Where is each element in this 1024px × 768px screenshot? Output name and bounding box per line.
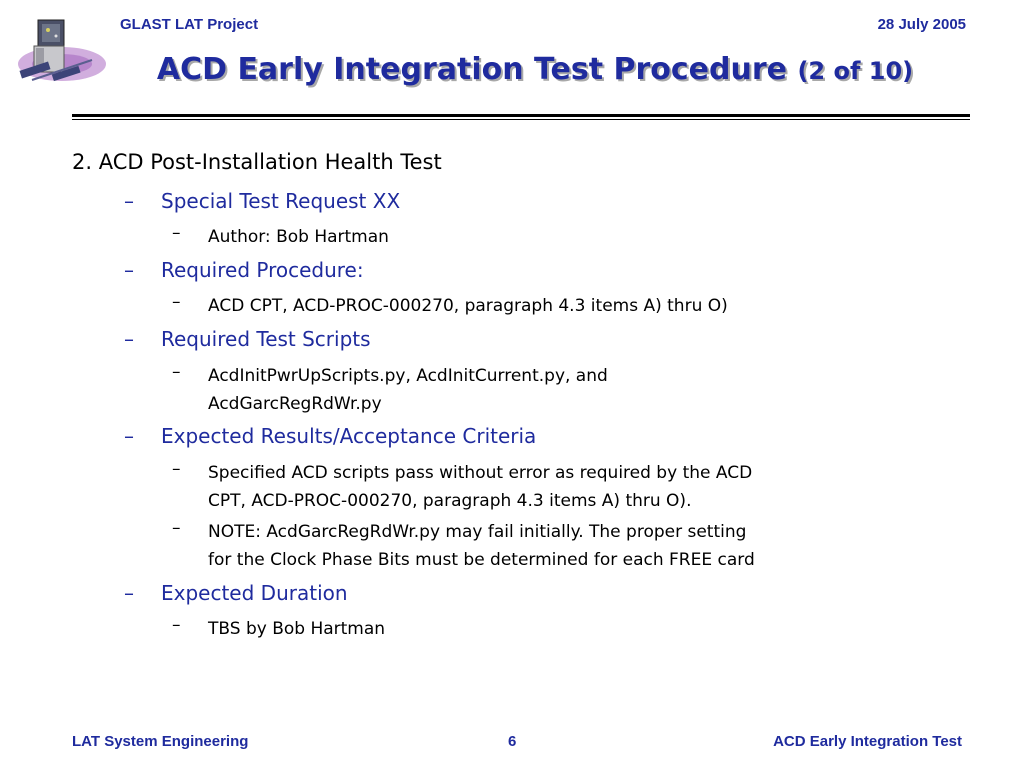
bullet-line: AcdGarcRegRdWr.py (208, 394, 382, 414)
page-number: 6 (508, 733, 517, 750)
glast-satellite-logo (12, 14, 108, 94)
bullet-line: ACD CPT, ACD-PROC-000270, paragraph 4.3 items A) thru O) (208, 296, 728, 316)
sub-heading: Expected Duration (161, 581, 348, 605)
footer-right: ACD Early Integration Test (773, 733, 962, 750)
section-heading: 2. ACD Post-Installation Health Test (72, 150, 442, 174)
header-date: 28 July 2005 (877, 16, 966, 33)
dash-marker: – (124, 424, 134, 448)
sub-heading: Special Test Request XX (161, 189, 401, 213)
bullet-item (208, 223, 389, 251)
slide-title (120, 52, 950, 87)
bullet-line: Specified ACD scripts pass without error as required by the ACD (208, 463, 753, 483)
title-rule-thick (72, 114, 970, 117)
dash-marker: – (124, 581, 134, 605)
title-sub: (2 of 10) (797, 57, 914, 85)
dash-marker: – (172, 362, 181, 382)
sub-heading: Expected Results/Acceptance Criteria (161, 424, 537, 448)
bullet-line: AcdInitPwrUpScripts.py, AcdInitCurrent.py, and (208, 366, 608, 386)
bullet-line: NOTE: AcdGarcRegRdWr.py may fail initially. The proper setting (208, 522, 747, 542)
dash-marker: – (172, 292, 181, 312)
footer-left: LAT System Engineering (72, 733, 249, 750)
header-project: GLAST LAT Project (120, 16, 259, 33)
bullet-item (208, 362, 608, 418)
dash-marker: – (172, 518, 181, 538)
title-main: ACD Early Integration Test Procedure (156, 52, 787, 87)
dash-marker: – (172, 223, 181, 243)
bullet-line: CPT, ACD-PROC-000270, paragraph 4.3 items A) thru O). (208, 491, 692, 511)
bullet-line: TBS by Bob Hartman (208, 619, 386, 639)
bullet-line: Author: Bob Hartman (208, 227, 389, 247)
dash-marker: – (124, 327, 134, 351)
title-rule-thin (72, 119, 970, 120)
bullet-item (208, 292, 728, 320)
bullet-item (208, 615, 385, 643)
dash-marker: – (172, 615, 181, 635)
sub-heading: Required Test Scripts (161, 327, 371, 351)
sub-heading: Required Procedure: (161, 258, 364, 282)
dash-marker: – (172, 459, 181, 479)
bullet-item (208, 518, 755, 574)
bullet-line: for the Clock Phase Bits must be determined for each FREE card (208, 550, 755, 570)
bullet-item (208, 459, 752, 515)
dash-marker: – (124, 189, 134, 213)
dash-marker: – (124, 258, 134, 282)
